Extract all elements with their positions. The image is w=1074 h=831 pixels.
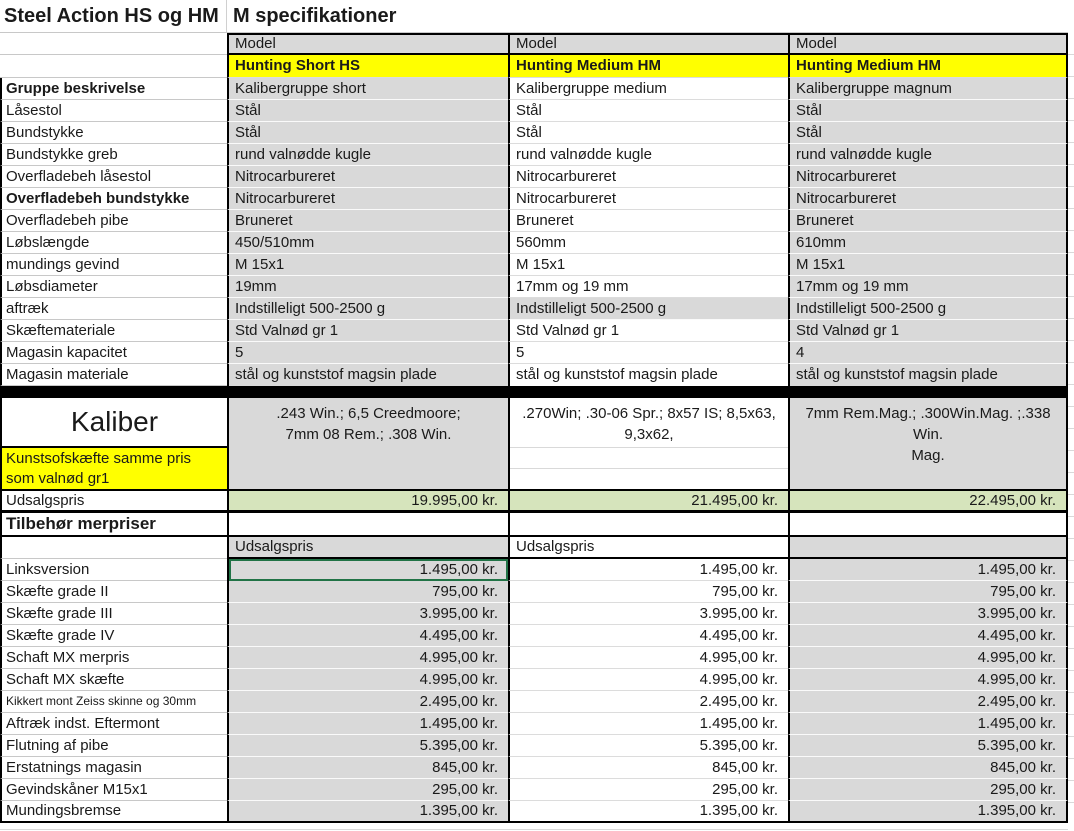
empty-cell[interactable]	[508, 513, 788, 537]
kaliber-note[interactable]	[2, 448, 227, 489]
accessory-label[interactable]: Skæfte grade IV	[0, 625, 227, 647]
spec-label[interactable]: Magasin materiale	[0, 364, 227, 386]
retail-price-1[interactable]: 19.995,00 kr.	[227, 489, 508, 513]
kaliber-cell-2[interactable]: .270Win; .30-06 Spr.; 8x57 IS; 8,5x63, 9,3x62,	[508, 398, 788, 489]
spec-cell[interactable]: M 15x1	[227, 254, 508, 276]
price-cell[interactable]: 3.995,00 kr.	[508, 603, 788, 625]
spec-cell[interactable]: Std Valnød gr 1	[788, 320, 1068, 342]
price-cell[interactable]: 1.495,00 kr.	[788, 713, 1068, 735]
spec-cell[interactable]: Indstilleligt 500-2500 g	[508, 298, 788, 320]
accessory-label[interactable]: Kikkert mont Zeiss skinne og 30mm	[0, 691, 227, 713]
price-cell[interactable]: 1.495,00 kr.	[227, 713, 508, 735]
price-col-header-3[interactable]	[788, 537, 1068, 559]
spec-cell[interactable]: Indstilleligt 500-2500 g	[227, 298, 508, 320]
model-header-2[interactable]: Model	[508, 33, 788, 55]
kaliber-cell-1[interactable]: .243 Win.; 6,5 Creedmoore; 7mm 08 Rem.; .308 Win.	[227, 398, 508, 489]
price-cell[interactable]: 3.995,00 kr.	[227, 603, 508, 625]
gridline	[510, 447, 788, 448]
price-col-header-1[interactable]: Udsalgspris	[227, 537, 508, 559]
price-cell[interactable]: 845,00 kr.	[227, 757, 508, 779]
price-cell[interactable]: 5.395,00 kr.	[227, 735, 508, 757]
spec-cell[interactable]: Std Valnød gr 1	[508, 320, 788, 342]
spec-cell[interactable]: 17mm og 19 mm	[508, 276, 788, 298]
empty-cell[interactable]	[788, 513, 1068, 537]
model-name-1[interactable]: Hunting Short HS	[227, 55, 508, 78]
spec-label[interactable]: Overfladebeh bundstykke	[0, 188, 227, 210]
kaliber-cell-3[interactable]: 7mm Rem.Mag.; .300Win.Mag. ;.338 Win. Mag.	[788, 398, 1068, 489]
spec-cell[interactable]: Stål	[788, 122, 1068, 144]
spec-label[interactable]: Løbslængde	[0, 232, 227, 254]
accessory-label[interactable]: Skæfte grade III	[0, 603, 227, 625]
price-cell[interactable]: 4.995,00 kr.	[227, 669, 508, 691]
price-cell[interactable]: 1.395,00 kr.	[227, 801, 508, 823]
spec-cell[interactable]: 4	[788, 342, 1068, 364]
spec-cell[interactable]: Stål	[227, 100, 508, 122]
spec-cell[interactable]: Nitrocarbureret	[227, 188, 508, 210]
price-cell[interactable]: 295,00 kr.	[227, 779, 508, 801]
spec-cell[interactable]: Bruneret	[508, 210, 788, 232]
price-cell[interactable]: 4.995,00 kr.	[788, 669, 1068, 691]
spec-cell[interactable]: Nitrocarbureret	[508, 188, 788, 210]
spec-cell[interactable]: Nitrocarbureret	[788, 166, 1068, 188]
price-cell[interactable]: 1.495,00 kr.	[788, 559, 1068, 581]
spec-cell[interactable]: stål og kunststof magsin plade	[788, 364, 1068, 386]
spec-label[interactable]: Bundstykke greb	[0, 144, 227, 166]
spec-cell[interactable]: rund valnødde kugle	[508, 144, 788, 166]
spec-cell[interactable]: M 15x1	[508, 254, 788, 276]
price-cell[interactable]: 795,00 kr.	[788, 581, 1068, 603]
spec-cell[interactable]: 450/510mm	[227, 232, 508, 254]
spec-cell[interactable]: 19mm	[227, 276, 508, 298]
price-col-header-2[interactable]: Udsalgspris	[508, 537, 788, 559]
price-cell[interactable]: 5.395,00 kr.	[788, 735, 1068, 757]
spec-cell[interactable]: Stål	[508, 122, 788, 144]
price-cell[interactable]: 295,00 kr.	[508, 779, 788, 801]
spec-cell[interactable]: 17mm og 19 mm	[788, 276, 1068, 298]
model-name-2[interactable]: Hunting Medium HM	[508, 55, 788, 78]
accessory-label[interactable]: Schaft MX merpris	[0, 647, 227, 669]
empty-cell[interactable]	[0, 33, 227, 55]
spec-cell[interactable]: Std Valnød gr 1	[227, 320, 508, 342]
spec-cell[interactable]: stål og kunststof magsin plade	[508, 364, 788, 386]
price-cell[interactable]: 4.995,00 kr.	[508, 647, 788, 669]
spec-cell[interactable]: 560mm	[508, 232, 788, 254]
model-header-3[interactable]: Model	[788, 33, 1068, 55]
spec-label[interactable]: aftræk	[0, 298, 227, 320]
price-cell[interactable]: 845,00 kr.	[788, 757, 1068, 779]
spec-cell[interactable]: Stål	[788, 100, 1068, 122]
price-cell[interactable]: 295,00 kr.	[788, 779, 1068, 801]
accessory-label[interactable]: Aftræk indst. Eftermont	[0, 713, 227, 735]
spec-label[interactable]: Løbsdiameter	[0, 276, 227, 298]
empty-cell[interactable]	[227, 513, 508, 537]
price-cell[interactable]: 4.495,00 kr.	[788, 625, 1068, 647]
retail-price-3[interactable]: 22.495,00 kr.	[788, 489, 1068, 513]
empty-cell[interactable]	[0, 537, 227, 559]
spec-cell[interactable]: Stål	[508, 100, 788, 122]
spec-cell[interactable]: 610mm	[788, 232, 1068, 254]
spec-cell[interactable]: Kalibergruppe magnum	[788, 78, 1068, 100]
price-cell[interactable]: 1.395,00 kr.	[788, 801, 1068, 823]
spec-cell[interactable]: Nitrocarbureret	[227, 166, 508, 188]
price-cell[interactable]: 4.495,00 kr.	[227, 625, 508, 647]
accessory-label[interactable]: Schaft MX skæfte	[0, 669, 227, 691]
spec-cell[interactable]: Kalibergruppe short	[227, 78, 508, 100]
price-cell[interactable]: 2.495,00 kr.	[227, 691, 508, 713]
price-cell[interactable]: 2.495,00 kr.	[788, 691, 1068, 713]
accessory-label[interactable]: Gevindskåner M15x1	[0, 779, 227, 801]
accessory-label[interactable]: Linksversion	[0, 559, 227, 581]
retail-price-2[interactable]: 21.495,00 kr.	[508, 489, 788, 513]
spec-cell[interactable]: Bruneret	[227, 210, 508, 232]
price-cell[interactable]: 4.995,00 kr.	[788, 647, 1068, 669]
spec-label[interactable]: Overfladebeh pibe	[0, 210, 227, 232]
price-cell[interactable]: 845,00 kr.	[508, 757, 788, 779]
spec-cell[interactable]: 5	[508, 342, 788, 364]
spec-cell[interactable]: Kalibergruppe medium	[508, 78, 788, 100]
accessory-label[interactable]: Mundingsbremse	[0, 801, 227, 823]
spec-cell[interactable]: Indstilleligt 500-2500 g	[788, 298, 1068, 320]
price-cell[interactable]: 1.495,00 kr.	[508, 559, 788, 581]
spec-cell[interactable]: rund valnødde kugle	[227, 144, 508, 166]
spec-label[interactable]: Skæftemateriale	[0, 320, 227, 342]
spec-label[interactable]: Gruppe beskrivelse	[0, 78, 227, 100]
kaliber-title[interactable]: Kaliber	[2, 398, 227, 448]
empty-cell[interactable]	[0, 55, 227, 78]
model-header-1[interactable]: Model	[227, 33, 508, 55]
spec-cell[interactable]: Nitrocarbureret	[508, 166, 788, 188]
price-cell[interactable]: 2.495,00 kr.	[508, 691, 788, 713]
spec-label[interactable]: Låsestol	[0, 100, 227, 122]
spec-cell[interactable]: stål og kunststof magsin plade	[227, 364, 508, 386]
retail-price-label[interactable]: Udsalgspris	[0, 489, 227, 513]
spec-cell[interactable]: Nitrocarbureret	[788, 188, 1068, 210]
spec-cell[interactable]: Bruneret	[788, 210, 1068, 232]
sheet-title: Steel Action HS og HM	[0, 0, 227, 33]
price-cell[interactable]: 1.395,00 kr.	[508, 801, 788, 823]
spec-label[interactable]: Overfladebeh låsestol	[0, 166, 227, 188]
spec-label[interactable]: mundings gevind	[0, 254, 227, 276]
price-cell[interactable]: 795,00 kr.	[508, 581, 788, 603]
accessories-title[interactable]: Tilbehør merpriser	[0, 513, 227, 537]
accessory-label[interactable]: Skæfte grade II	[0, 581, 227, 603]
kaliber-note-line2: som valnød gr1	[6, 470, 110, 487]
spec-label[interactable]: Bundstykke	[0, 122, 227, 144]
price-cell[interactable]: 4.495,00 kr.	[508, 625, 788, 647]
section-divider-bar	[0, 386, 1068, 398]
spec-cell[interactable]: Stål	[227, 122, 508, 144]
right-margin-gridlines	[1068, 33, 1074, 823]
spec-cell[interactable]: M 15x1	[788, 254, 1068, 276]
price-cell[interactable]: 4.995,00 kr.	[508, 669, 788, 691]
accessory-label[interactable]: Flutning af pibe	[0, 735, 227, 757]
selected-cell[interactable]: 1.495,00 kr.	[227, 559, 508, 581]
gridline	[510, 468, 788, 469]
price-cell[interactable]: 3.995,00 kr.	[788, 603, 1068, 625]
spec-label[interactable]: Magasin kapacitet	[0, 342, 227, 364]
spec-cell[interactable]: 5	[227, 342, 508, 364]
accessory-label[interactable]: Erstatnings magasin	[0, 757, 227, 779]
sheet-subtitle: M specifikationer	[227, 0, 1068, 33]
price-cell[interactable]: 4.995,00 kr.	[227, 647, 508, 669]
spec-cell[interactable]: rund valnødde kugle	[788, 144, 1068, 166]
price-cell[interactable]: 5.395,00 kr.	[508, 735, 788, 757]
model-name-3[interactable]: Hunting Medium HM	[788, 55, 1068, 78]
bottom-gridline	[0, 829, 1068, 830]
kaliber-note-line1: Kunstsofskæfte samme pris	[6, 450, 192, 467]
price-cell[interactable]: 1.495,00 kr.	[508, 713, 788, 735]
price-cell[interactable]: 795,00 kr.	[227, 581, 508, 603]
